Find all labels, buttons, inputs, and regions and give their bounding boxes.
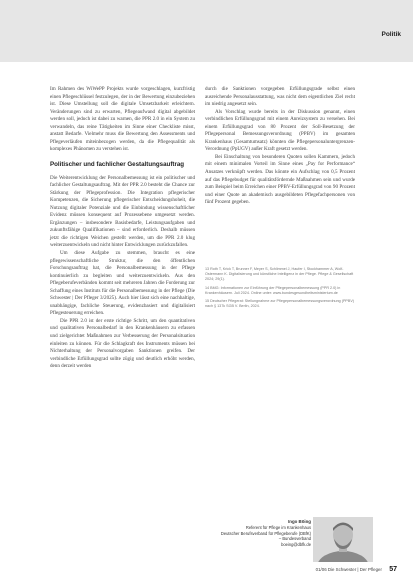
- author-role: Referent für Pflege im Krankenhaus: [245, 524, 311, 530]
- section-label: Politik: [381, 31, 401, 38]
- paragraph: Bei Einschaltung von besonderen Quoten sollen Kammern, jedoch mit einem minimalen Vorteil im Sinne eines „Pay for Performance“ Ansatzes verknüpft werden. Das könnte ein Aufschlag von 0,5 Prozent auf das Pflegebudget für qualitätsfördernde Maßnahmen sein und wurde zum Beispiel beim Erreichen einer PPBV-Erfüllungsgrad von 90 Prozent und einer Quote an akademisch ausgebildeten Pflegefachpersonen von fünf Prozent gegeben.: [205, 153, 355, 206]
- author-organization-sub: – Bundesverband: [278, 536, 311, 542]
- article-column-left: [50, 86, 195, 371]
- author-portrait-icon: [313, 517, 373, 562]
- author-bio: [161, 519, 311, 548]
- paragraph: Die Weiterentwicklung der Personalbemessung ist ein politischer und fachlicher Gestaltungsauftrag. Mit der PPR 2.0 besteht die Chance zur Stärkung der Pflegeprofession. Die Integration pflegerischer Kompetenzen, die Sicherung pflegerischer Entscheidungshoheit, die Nutzung digitaler Potenziale und die Einbindung wissenschaftlicher Evidenz müssen konsequent auf Prozessebene umgesetzt werden. Ergänzungen – insbesondere Basisbedarfe, Leistungsaufgaben und zukunftsfähige Qualifikationen – sind erforderlich. Deshalb müssen jetzt die richtigen Weichen gestellt werden, um die PPR 2.0 klug weiterzuentwickeln und nicht hinter Entwicklungen zurückzufallen.: [50, 174, 195, 249]
- section-heading: Politischer und fachlicher Gestaltungsauftrag: [50, 160, 185, 168]
- page-number: 57: [389, 566, 397, 573]
- footnote: 14 BMG: Informationen zur Einführung der Pflegepersonalbemessung (PPR 2.0) in Krankenhäusern. Juli 2024. Online unter: www.bundesgesundheitsministerium.de: [205, 285, 341, 295]
- footnote: 15 Deutscher Pflegerat: Stellungnahme zur Pflegepersonalbemessungsverordnung (PPBV) nach § 137k SGB V. Berlin, 2024.: [205, 299, 355, 309]
- paragraph: Als Vorschlag wurde bereits in der Diskussion genannt, einen verbindlichen Erfüllungsgrad mit einem Anreizsystem zu versehen. Bei einem Erfüllungsgrad von 80 Prozent der Soll-Besetzung der Pflegepersonal Bemessungsverordnung (PPBV) im gesamten Krankenhaus (Gesamtumsatz) könnten die Pflegepersonaluntergrenzen-Verordnung (PpUGV) außer Kraft gesetzt werden.: [205, 108, 355, 153]
- footnotes: [205, 267, 355, 312]
- footnote: 13 Roth T, Krick T, Brunner F, Meyer S, Schlimmel J, Haufer I, Stockhammer A, Wolf-Ostermann K. Digitalisierung und künstliche Intelligenz in der Pflege. Pflege & Gesellschaft 2024; 29(1).: [205, 267, 354, 282]
- article-column-right: [205, 86, 355, 207]
- issue-line: 01/06 Die Schwester | Der Pfleger: [315, 567, 382, 572]
- paragraph: durch die Sanktionen vorgegeben Erfüllungsgrade selbst einen ausreichende Personalausstattung, was nicht dem eigentlichen Ziel recht im niedrig angesetzt sein.: [205, 86, 355, 108]
- author-photo: [313, 517, 373, 562]
- page-footer: [316, 566, 397, 573]
- author-email[interactable]: boeing@dbfk.de: [281, 542, 311, 548]
- paragraph: Die PPR 2.0 ist der erste richtige Schritt, um den quantitativen und qualitativen Personalbedarf in den Krankenhäusern zu erfassen und zielgerichtet Maßnahmen zur Verbesserung der Personalsituation einleiten zu können. Für die Schlagkraft des Instruments müssen bei Nichterhaltung der Personalvorgaben Sanktionen greifen. Der verbindliche Erfüllungsgrad sollte zügig und deutlich erhöht werden, denn derzeit werden: [50, 317, 195, 370]
- paragraph: Im Rahmen des WiWePP Projekts wurde vorgeschlagen, kurzfristig einen Pflegeschlüssel festzulegen, der in der Bewertung einzubeziehen ist. Diese Umstellung soll die digitale Umsetzbarkeit erleichtern. Veränderungen sind zu erwarten, Pflegeaufwand digital abgebildet werden soll, jedoch ist dabei zu warnen, die PPR 2.0 in ein System zu verwandeln, das reine Tätigkeiten im Sinne einer Checkliste misst, anstatt Bedarfe. Vielmehr muss die Bewertung den Assessments und Pflegeverläufen miteinbezogen werden, da die Pflegequalität als komplexes Phänomen zu verstehen ist.: [50, 86, 195, 153]
- author-name: Ingo Böing: [288, 519, 311, 524]
- paragraph: Um diese Aufgabe zu stemmen, braucht es eine pflegewissenschaftliche Struktur, die den öffentlichen Forschungsauftrag hat, die Personalbemessung in der Pflege kontinuierlich zu begleiten und weiterzuentwickeln. Aus den Pflegeberufeverbänden kommt seit mehreren Jahren die Forderung zur Schaffung eines Instituts für die Personalbemessung in der Pflege (Die Schwester | Der Pfleger 3/2025). Auch hier lässt sich eine nachhaltige, unabhängige, fachliche Steuerung, evidenzbasiert und digitalisiert Pflegesteuerung erreichen.: [50, 249, 195, 317]
- header-band: [0, 0, 413, 62]
- author-organization: Deutscher Berufsverband für Pflegeberufe (DBfK): [220, 530, 311, 536]
